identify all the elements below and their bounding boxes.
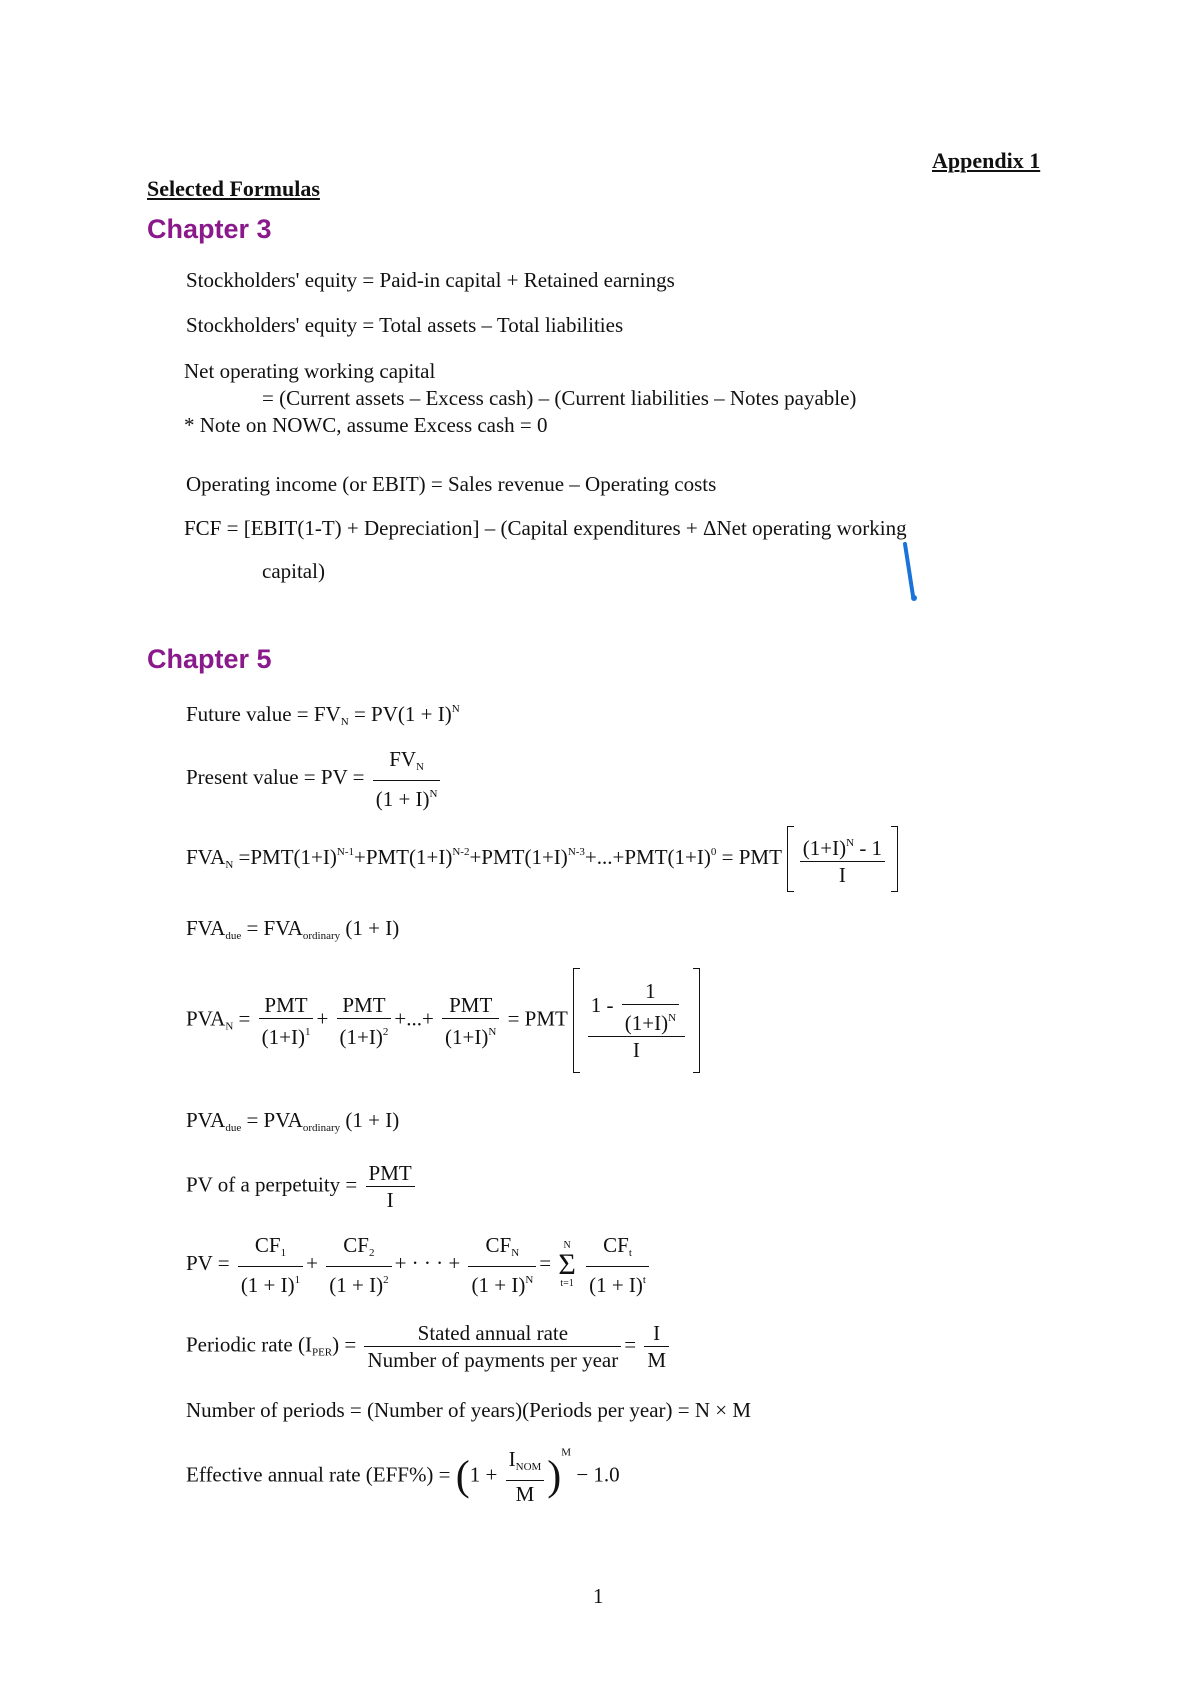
- formula-pva-ordinary: $PVA_N$ = $\frac{\text{PMT}}{(1+I)^1}$ + $\frac{\text{PMT}}{(1+I)^2}$ +...+ $\frac{\text{PMT}}{(1+I)^N}$ = PMT 1 - $\frac{1}{(1+I)^N}$ I: [186, 968, 700, 1073]
- formula-pv-cash-flows: PV = $\frac{CF_1}{(1 + I)^1}$ + $\frac{CF_2}{(1 + I)^2}$ + · · · + $\frac{CF_N}{(1 + I)^N}$ = N Σ t=1 $\frac{CF_t}{(1 + I)^t}$: [186, 1232, 652, 1298]
- formula-number-of-periods: Number of periods = (Number of years)(Periods per year) = N × M: [186, 1398, 752, 1422]
- formula-future-value: Future value = $FV_N = PV(1 + I)^N$: [186, 702, 460, 728]
- formula-nowc-expression: = (Current assets – Excess cash) – (Current liabilities – Notes payable): [262, 386, 857, 410]
- formula-fcf-continued: capital): [262, 559, 325, 583]
- chapter-5-heading: Chapter 5: [147, 644, 272, 674]
- formula-ebit: Operating income (or EBIT) = Sales revenue – Operating costs: [186, 472, 717, 496]
- formula-pva-due: $PVA_{due} = PVA_{ordinary}$ (1 + I): [186, 1108, 400, 1134]
- chapter-3-heading: Chapter 3: [147, 214, 272, 244]
- formula-equity-paid-in: Stockholders' equity = Paid-in capital + Retained earnings: [186, 268, 675, 292]
- formula-present-value: Present value = PV = $\frac{FV_N}{(1 + I)^N}$: [186, 746, 443, 812]
- appendix-label: Appendix 1: [932, 148, 1041, 173]
- formula-effective-annual-rate: Effective annual rate (EFF%) = (1 + $\frac{I_{NOM}}{M}$ )$^M$ − 1.0: [186, 1446, 620, 1506]
- formula-fcf: FCF = [EBIT(1-T) + Depreciation] – (Capital expenditures + ΔNet operating working: [184, 516, 907, 540]
- formula-nowc-label: Net operating working capital: [184, 359, 436, 383]
- formula-fva-ordinary: $FVA_N =PMT(1+I)^{N-1}+PMT(1+I)^{N-2}+PMT(1+I)^{N-3}+...+PMT(1+I)^0$ = PMT $\frac{(1+I)^N - 1}{I}$: [186, 826, 898, 892]
- formula-equity-assets: Stockholders' equity = Total assets – Total liabilities: [186, 313, 624, 337]
- formula-perpetuity: PV of a perpetuity = $\frac{\text{PMT}}{I}$: [186, 1160, 418, 1213]
- formula-nowc-note: * Note on NOWC, assume Excess cash = 0: [184, 413, 548, 437]
- section-title: Selected Formulas: [147, 176, 320, 201]
- pen-mark: [900, 540, 930, 610]
- formula-periodic-rate: Periodic rate $(I_{PER})$ = $\frac{\text{Stated annual rate}}{\text{Number of payments per year}}$ = $\frac{I}{M}$: [186, 1320, 672, 1373]
- page-number: 1: [593, 1584, 604, 1608]
- formula-fva-due: $FVA_{due} = FVA_{ordinary}$ (1 + I): [186, 916, 400, 942]
